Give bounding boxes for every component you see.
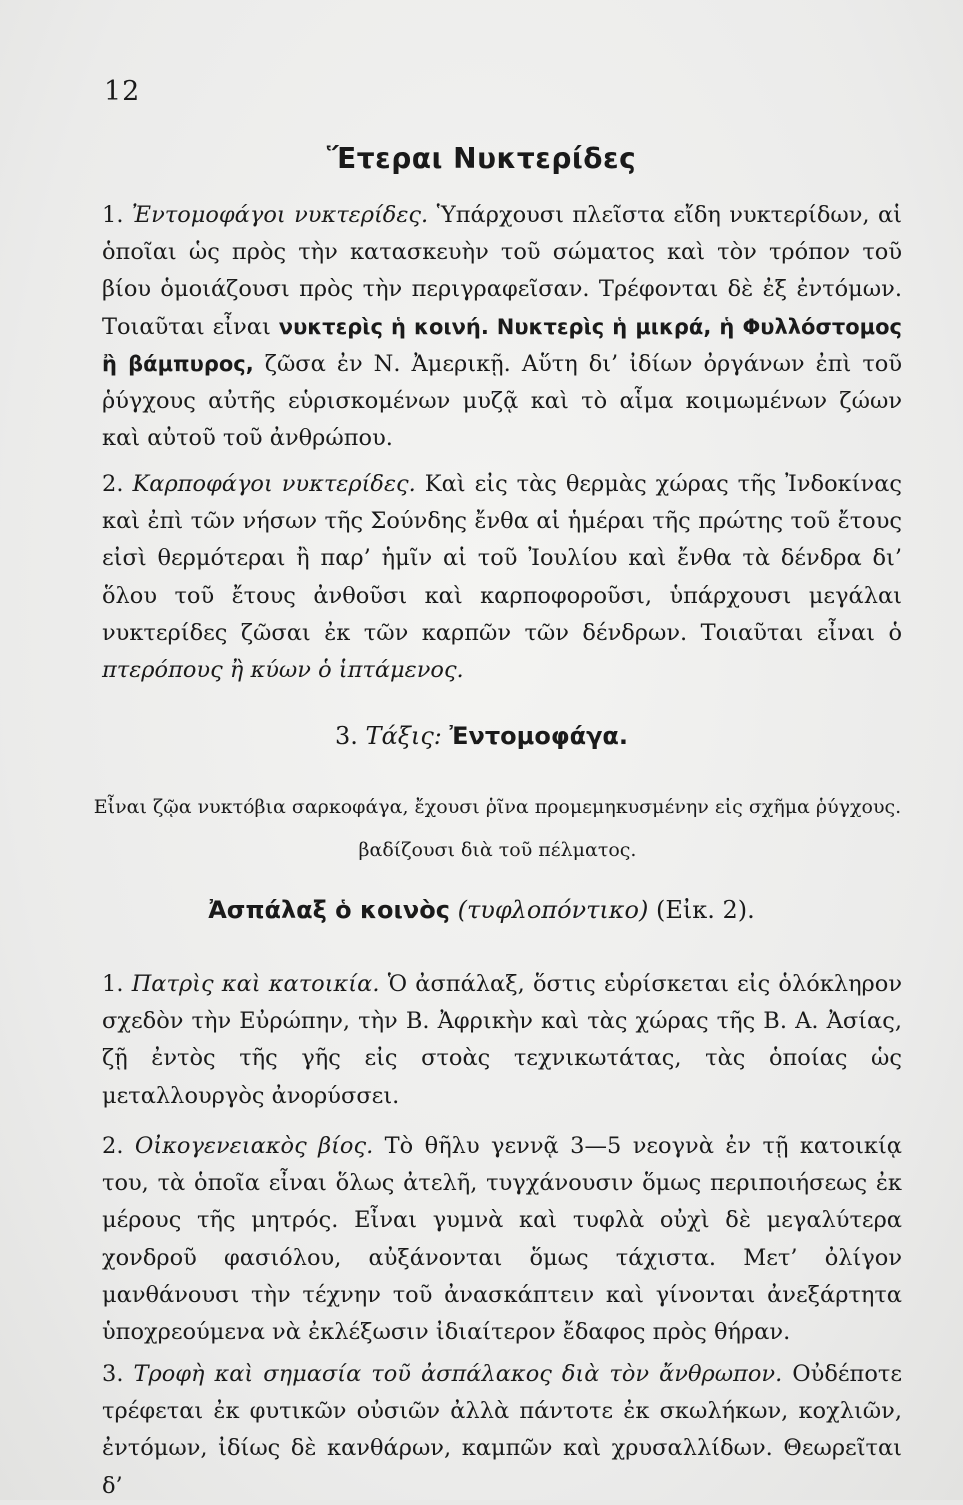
order-name: Ἐντομοφάγα. bbox=[449, 722, 629, 750]
paragraph-family-life bbox=[102, 1128, 902, 1351]
page-title: Ἕτεραι Νυκτερίδες bbox=[326, 142, 637, 175]
paragraph-text: Ὁ ἀσπάλαξ, ὅστις εὑρίσκεται εἰς ὁλόκληρον σχεδὸν τὴν Εὐρώπην, τὴν Β. Ἀφρικὴν καὶ τὰς χώρας τῆς Β. Α. Ἀσίας, ζῇ ἐντὸς τῆς γῆς εἰς στοὰς τεχνικωτάτας, τὰς ὁποίας ὡς μεταλλουργὸς ἀνορύσσει. bbox=[102, 971, 902, 1109]
paragraph-habitat bbox=[102, 966, 902, 1115]
section-title: Τροφὴ καὶ σημασία τοῦ ἀσπάλακος διὰ τὸν ἄνθρωπον. bbox=[133, 1361, 783, 1387]
species-title: Ἀσπάλαξ ὁ κοινὸς bbox=[208, 896, 450, 924]
species-term: πτερόπους ἢ κύων ὁ ἱπτάμενος. bbox=[102, 657, 464, 684]
section-number: 2. bbox=[102, 471, 124, 497]
paragraph-text: Οὐδέποτε τρέφεται ἐκ φυτικῶν οὐσιῶν ἀλλὰ πάντοτε ἐκ σκωλήκων, κοχλιῶν, ἐντόμων, ἰδίως δὲ κανθάρων, καμπῶν καὶ χρυσαλλίδων. Θεωρεῖται δ’ bbox=[102, 1361, 902, 1499]
page-number: 12 bbox=[104, 76, 141, 107]
section-title: Πατρὶς καὶ κατοικία. bbox=[131, 971, 380, 997]
paragraph-food bbox=[102, 1356, 902, 1505]
order-label: Τάξις: bbox=[365, 722, 442, 750]
paragraph-text: ζῶσα ἐν Ν. Ἀμερικῇ. Αὕτη δι’ ἰδίων ὀργάνων ἐπὶ τοῦ ῥύγχους αὐτῆς εὑρισκομένων μυζᾷ καὶ τὸ αἷμα κοιμωμένων ζώων καὶ αὐτοῦ τοῦ ἀνθρώπου. bbox=[102, 350, 902, 452]
paragraph-insectivorous-bats bbox=[102, 197, 902, 457]
species-common-name: (τυφλοπόντικο) bbox=[457, 896, 649, 924]
order-description: βαδίζουσι διὰ τοῦ πέλματος. bbox=[358, 839, 637, 861]
order-heading bbox=[0, 722, 963, 750]
order-description: Εἶναι ζῷα νυκτόβια σαρκοφάγα, ἔχουσι ῥῖνα προμεμηκυσμένην εἰς σχῆμα ῥύγχους. bbox=[93, 796, 902, 818]
paragraph-text: Τὸ θῆλυ γεννᾷ 3—5 νεογνὰ ἐν τῇ κατοικίᾳ του, τὰ ὁποῖα εἶναι ὅλως ἀτελῆ, τυγχάνουσιν ὅμως περιποιήσεως ἐκ μέρους τῆς μητρός. Εἶναι γυμνὰ καὶ τυφλὰ οὐχὶ δὲ μεγαλύτερα χονδροῦ φασιόλου, αὐξάνονται ὅμως τάχιστα. Μετ’ ὀλίγον μανθάνουσι τὴν τέχνην τοῦ ἀνασκάπτειν καὶ γίνονται ἀνεξάρτητα ὑποχρεούμενα νὰ ἐκλέξωσιν ἰδιαίτερον ἔδαφος πρὸς θήραν. bbox=[102, 1133, 903, 1346]
paragraph-text: Καὶ εἰς τὰς θερμὰς χώρας τῆς Ἰνδοκίνας καὶ ἐπὶ τῶν νήσων τῆς Σούνδης ἔνθα αἱ ἡμέραι τῆς πρώτης τοῦ ἔτους εἰσὶ θερμότεραι ἢ παρ’ ἡμῖν αἱ τοῦ Ἰουλίου καὶ ἔνθα τὰ δένδρα δι’ ὅλου τοῦ ἔτους ἀνθοῦσι καὶ καρποφοροῦσι, ὑπάρχουσι μεγάλαι νυκτερίδες ζῶσαι ἐκ τῶν καρπῶν τῶν δένδρων. Τοιαῦται εἶναι ὁ bbox=[102, 471, 903, 646]
section-number: 2. bbox=[102, 1133, 124, 1159]
section-number: 3. bbox=[102, 1361, 124, 1387]
section-title: Οἰκογενειακὸς βίος. bbox=[134, 1133, 374, 1159]
section-number: 1. bbox=[102, 202, 124, 228]
species-heading bbox=[0, 896, 963, 924]
paragraph-text: Ὑπάρχουσι πλεῖστα εἴδη νυκτερίδων, αἱ ὁποῖαι ὡς πρὸς τὴν κατασκευὴν τοῦ σώματος καὶ τὸν τρόπον τοῦ βίου ὁμοιάζουσι πρὸς τὴν περιγραφεῖσαν. Τρέφονται δὲ ἐξ ἐντόμων. Τοιαῦται εἶναι bbox=[102, 202, 902, 340]
figure-reference: (Εἰκ. 2). bbox=[655, 896, 755, 924]
section-title: Καρποφάγοι νυκτερίδες. bbox=[132, 471, 416, 497]
section-number: 1. bbox=[102, 971, 124, 997]
species-name: Νυκτερὶς ἡ μικρά, ἡ Φυλλόστομος ἢ βάμπυρος, bbox=[102, 314, 903, 376]
species-name: νυκτερὶς ἡ κοινή. bbox=[278, 314, 489, 339]
paragraph-fruit-bats bbox=[102, 466, 902, 689]
section-title: Ἐντομοφάγοι νυκτερίδες. bbox=[131, 202, 429, 228]
order-number: 3. bbox=[334, 722, 358, 750]
